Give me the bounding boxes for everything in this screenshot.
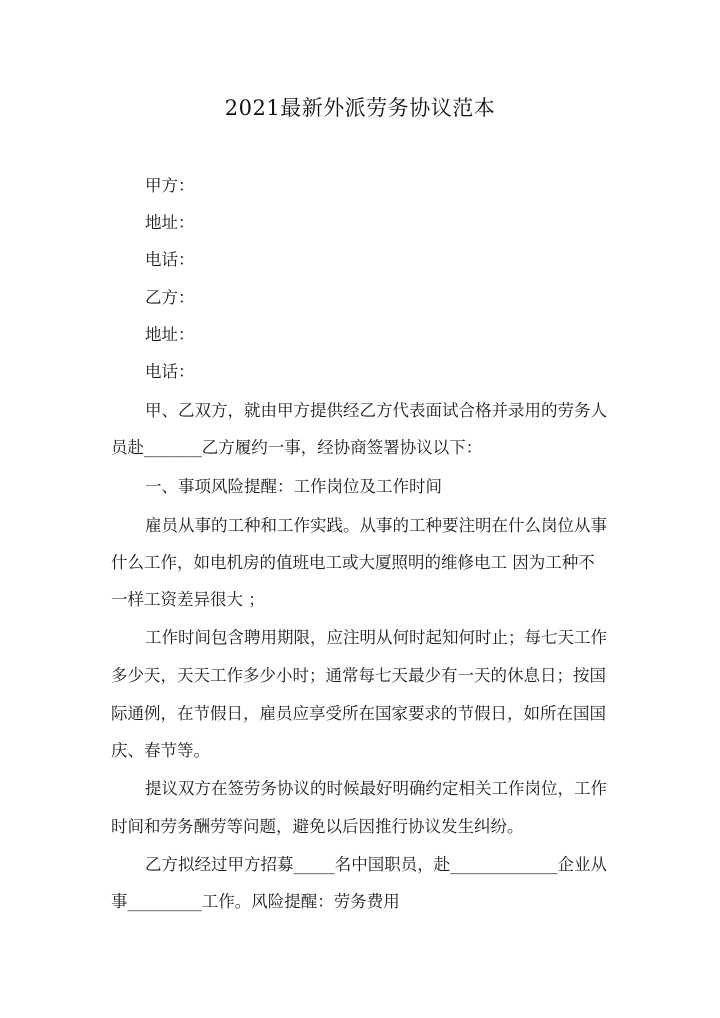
paragraph-2-line-4: 庆、春节等。 (111, 741, 210, 760)
paragraph-4-line-2: 事_________工作。风险提醒：劳务费用 (111, 892, 400, 911)
document-title: 2021最新外派劳务协议范本 (224, 96, 496, 120)
paragraph-1-line-2: 什么工作，如电机房的值班电工或大厦照明的维修电工 因为工种不 (111, 553, 595, 572)
paragraph-1-line-3: 一样工资差异很大 ； (111, 590, 265, 609)
party-b-phone-label: 电话： (145, 362, 195, 381)
paragraph-3-line-1: 提议双方在签劳务协议的时候最好明确约定相关工作岗位，工作 (145, 779, 607, 798)
paragraph-1-line-1: 雇员从事的工种和工作实践。从事的工种要注明在什么岗位从事 (145, 516, 607, 535)
party-b-address-label: 地址： (145, 325, 195, 344)
paragraph-2-line-1: 工作时间包含聘用期限，应注明从何时起知何时止；每七天工作 (145, 628, 607, 647)
party-a-address-label: 地址： (145, 213, 195, 232)
paragraph-2-line-2: 多少天，天天工作多少小时；通常每七天最少有一天的休息日；按国 (111, 666, 606, 685)
party-b-label: 乙方： (145, 288, 195, 307)
paragraph-3-line-2: 时间和劳务酬劳等问题，避免以后因推行协议发生纠纷。 (111, 817, 524, 836)
paragraph-2-line-3: 际通例，在节假日，雇员应享受所在国家要求的节假日，如所在国国 (111, 704, 606, 723)
intro-line-2: 员赴_______乙方履约一事，经协商签署协议以下： (111, 438, 483, 457)
intro-line-1: 甲、乙双方，就由甲方提供经乙方代表面试合格并录用的劳务人 (145, 401, 607, 420)
section-heading-1: 一、事项风险提醒：工作岗位及工作时间 (145, 477, 442, 496)
paragraph-4-line-1: 乙方拟经过甲方招募_____名中国职员，赴_____________企业从 (145, 855, 607, 874)
party-a-label: 甲方： (145, 176, 195, 195)
party-a-phone-label: 电话： (145, 250, 195, 269)
